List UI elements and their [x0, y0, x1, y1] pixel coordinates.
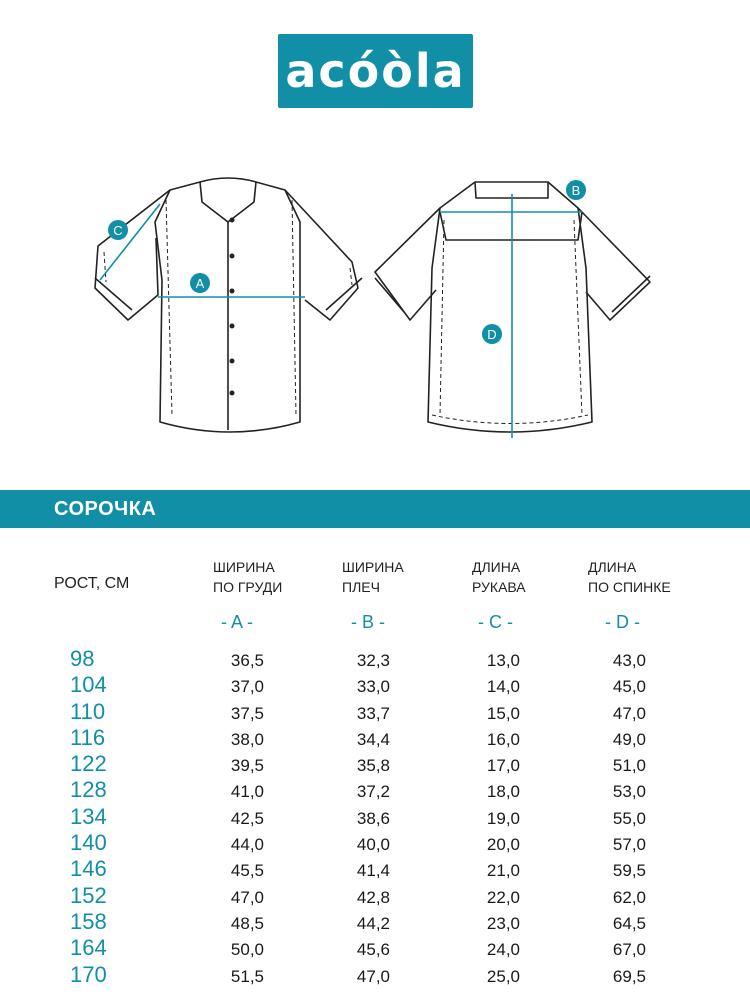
measurement-cell: 48,5 — [230, 913, 264, 933]
measurement-cell: 47,0 — [612, 703, 646, 723]
column-letter-b: - B - — [351, 612, 385, 632]
measurement-cell: 20,0 — [486, 835, 520, 855]
measurement-cell: 37,2 — [356, 782, 390, 802]
measurement-cell: 67,0 — [612, 940, 646, 960]
measurement-cell: 37,5 — [230, 703, 264, 723]
page-title: СОРОЧКА — [54, 498, 157, 520]
brand-logo — [278, 34, 473, 108]
size-value: 146 — [70, 856, 107, 882]
marker-b — [566, 180, 586, 200]
size-value: 140 — [70, 830, 107, 856]
measurement-cell: 14,0 — [486, 677, 520, 697]
size-column — [70, 646, 107, 988]
measurement-cell: 21,0 — [486, 861, 520, 881]
measurement-cell: 37,0 — [230, 677, 264, 697]
marker-c — [108, 220, 128, 240]
measurement-cell: 38,6 — [356, 808, 390, 828]
brand-logo-text: acóòla — [285, 44, 466, 98]
measurement-cell: 69,5 — [612, 966, 646, 986]
column-header-a: ШИРИНА ПО ГРУДИ — [213, 559, 283, 595]
column-header-c: ДЛИНА РУКАВА — [472, 559, 526, 595]
back-shirt-outline — [428, 182, 592, 432]
measurement-cell: 41,4 — [356, 861, 390, 881]
svg-text:B: B — [571, 183, 581, 198]
size-value: 104 — [70, 672, 107, 698]
measurement-cell: 53,0 — [612, 782, 646, 802]
svg-text:A: A — [195, 276, 205, 291]
measurement-cell: 55,0 — [612, 808, 646, 828]
front-collar — [200, 178, 256, 222]
column-letter-a: - A - — [221, 612, 254, 632]
svg-text:C: C — [113, 223, 123, 238]
measurement-cell: 45,6 — [356, 940, 390, 960]
measurement-cell: 47,0 — [356, 966, 390, 986]
measurement-cell: 57,0 — [612, 835, 646, 855]
size-value: 122 — [70, 751, 107, 777]
size-value: 110 — [70, 698, 106, 724]
measurement-cell: 62,0 — [612, 887, 646, 907]
measurement-cell: 33,0 — [356, 677, 390, 697]
marker-d — [482, 324, 502, 344]
measurement-cell: 64,5 — [612, 913, 646, 933]
measurement-cell: 50,0 — [230, 940, 264, 960]
measurement-cell: 33,7 — [356, 703, 390, 723]
measurement-cell: 42,5 — [230, 808, 264, 828]
measurement-cell: 38,0 — [230, 729, 264, 749]
measurement-cell: 59,5 — [612, 861, 646, 881]
measurement-cell: 24,0 — [486, 940, 520, 960]
measurement-cell: 13,0 — [486, 651, 520, 670]
row-header: РОСТ, СМ — [54, 575, 130, 592]
chest-width-column — [220, 648, 264, 990]
size-value: 116 — [70, 724, 106, 750]
measurement-cell: 49,0 — [612, 729, 646, 749]
column-letter-d: - D - — [605, 612, 640, 632]
size-value: 158 — [70, 908, 107, 934]
measurement-cell: 45,0 — [612, 677, 646, 697]
measurement-cell: 34,4 — [356, 729, 390, 749]
front-right-sleeve — [285, 190, 358, 320]
measurement-cell: 44,0 — [230, 835, 264, 855]
back-left-sleeve — [375, 208, 440, 320]
measurement-cell: 39,5 — [230, 756, 264, 776]
measurement-cell: 15,0 — [486, 703, 520, 723]
title-band — [0, 490, 750, 528]
measurement-cell: 41,0 — [230, 782, 264, 802]
measurement-cell: 16,0 — [486, 729, 520, 749]
measurement-cell: 42,8 — [356, 887, 390, 907]
measurement-cell: 51,0 — [612, 756, 646, 776]
shoulder-width-column — [346, 648, 390, 990]
column-header-d: ДЛИНА ПО СПИНКЕ — [588, 559, 671, 595]
back-length-column — [602, 648, 646, 990]
measurement-cell: 43,0 — [612, 651, 646, 670]
size-value: 152 — [70, 882, 107, 908]
measurement-cell: 51,5 — [230, 966, 264, 986]
measurement-cell: 32,3 — [356, 651, 390, 670]
column-header-b: ШИРИНА ПЛЕЧ — [342, 559, 404, 595]
measurement-cell: 17,0 — [486, 756, 520, 776]
marker-a — [190, 273, 210, 293]
sleeve-length-column — [476, 648, 520, 990]
measurement-cell: 45,5 — [230, 861, 264, 881]
measurement-cell: 36,5 — [230, 651, 264, 670]
measurement-cell: 19,0 — [486, 808, 520, 828]
size-value: 170 — [70, 961, 107, 987]
measurement-cell: 47,0 — [230, 887, 264, 907]
measurement-cell: 18,0 — [486, 782, 520, 802]
measurement-cell: 22,0 — [486, 887, 520, 907]
back-right-sleeve — [578, 208, 650, 320]
measurement-cell: 44,2 — [356, 913, 390, 933]
measurement-cell: 25,0 — [486, 966, 520, 986]
size-value: 134 — [70, 803, 107, 829]
measurement-cell: 40,0 — [356, 835, 390, 855]
shirt-diagram — [0, 160, 750, 460]
column-letter-c: - C - — [478, 612, 513, 632]
svg-text:D: D — [487, 327, 497, 342]
size-value: 98 — [70, 646, 95, 671]
size-value: 164 — [70, 935, 107, 961]
measurement-cell: 35,8 — [356, 756, 390, 776]
size-value: 128 — [70, 777, 107, 803]
measurement-cell: 23,0 — [486, 913, 520, 933]
